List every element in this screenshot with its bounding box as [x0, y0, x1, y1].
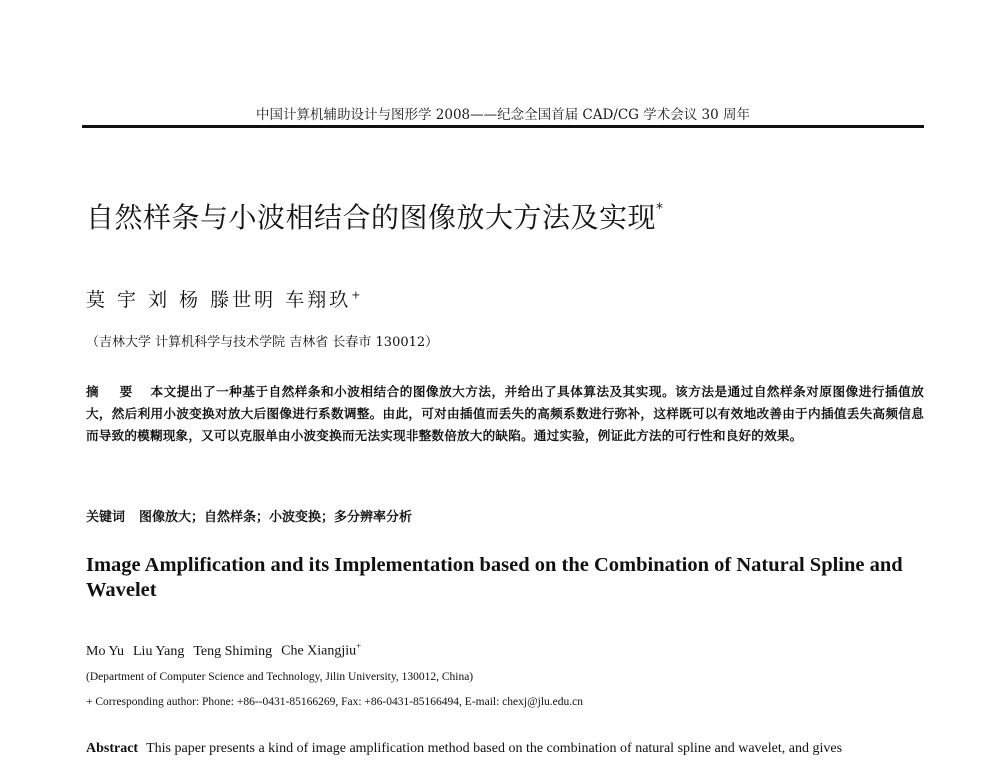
- paper-title-zh: [86, 196, 664, 236]
- header-rule: [82, 125, 924, 128]
- authors-zh: [86, 285, 360, 312]
- authors-zh-text: 莫 宇 刘 杨 滕世明 车翔玖: [86, 289, 352, 311]
- running-header: 中国计算机辅助设计与图形学 2008——纪念全国首届 CAD/CG 学术会议 30 周年: [255, 107, 751, 123]
- corresponding-author-info: + Corresponding author: Phone: +86--0431-85166269, Fax: +86-0431-85166494, E-mail: chexj@jlu.edu.cn: [86, 696, 584, 708]
- author-en: Liu Yang: [133, 643, 185, 659]
- author-en: Che Xiangjiu: [281, 643, 357, 659]
- corresponding-author-mark-en: +: [356, 641, 362, 651]
- affiliation-en: (Department of Computer Science and Technology, Jilin University, 130012, China): [86, 671, 474, 683]
- affiliation-zh: （吉林大学 计算机科学与技术学院 吉林省 长春市 130012）: [86, 335, 439, 350]
- title-footnote-mark: *: [656, 201, 664, 217]
- keywords-zh-label: 关键词: [86, 510, 126, 525]
- paper-title-zh-text: 自然样条与小波相结合的图像放大方法及实现: [86, 201, 657, 234]
- keywords-zh: [86, 506, 412, 525]
- author-en: Teng Shiming: [193, 643, 273, 659]
- abstract-en-label: Abstract: [86, 741, 139, 756]
- abstract-en-text: This paper presents a kind of image amplification method based on the combination of natural spline and wavelet, and gives: [146, 741, 843, 756]
- corresponding-author-mark-zh: +: [351, 288, 361, 302]
- abstract-zh-label: 摘 要: [86, 384, 141, 399]
- paper-title-en: Image Amplification and its Implementation based on the Combination of Natural Spline and Wavelet: [86, 554, 903, 601]
- abstract-zh: [86, 381, 924, 447]
- author-en: Mo Yu: [86, 643, 124, 659]
- abstract-en: [86, 741, 924, 757]
- authors-en: [86, 641, 361, 660]
- abstract-zh-text: 本文提出了一种基于自然样条和小波相结合的图像放大方法，并给出了具体算法及其实现。该方法是通过自然样条对原图像进行插值放大，然后利用小波变换对放大后图像进行系数调整。由此，可对由插值而丢失的高频系数进行弥补，这样既可以有效地改善由于内插值丢失高频信息而导致的模糊现象，又可以克服单由小波变换而无法实现非整数倍放大的缺陷。通过实验，例证此方法的可行性和良好的效果。: [86, 384, 924, 443]
- keywords-zh-text: 图像放大；自然样条；小波变换；多分辨率分析: [139, 510, 413, 525]
